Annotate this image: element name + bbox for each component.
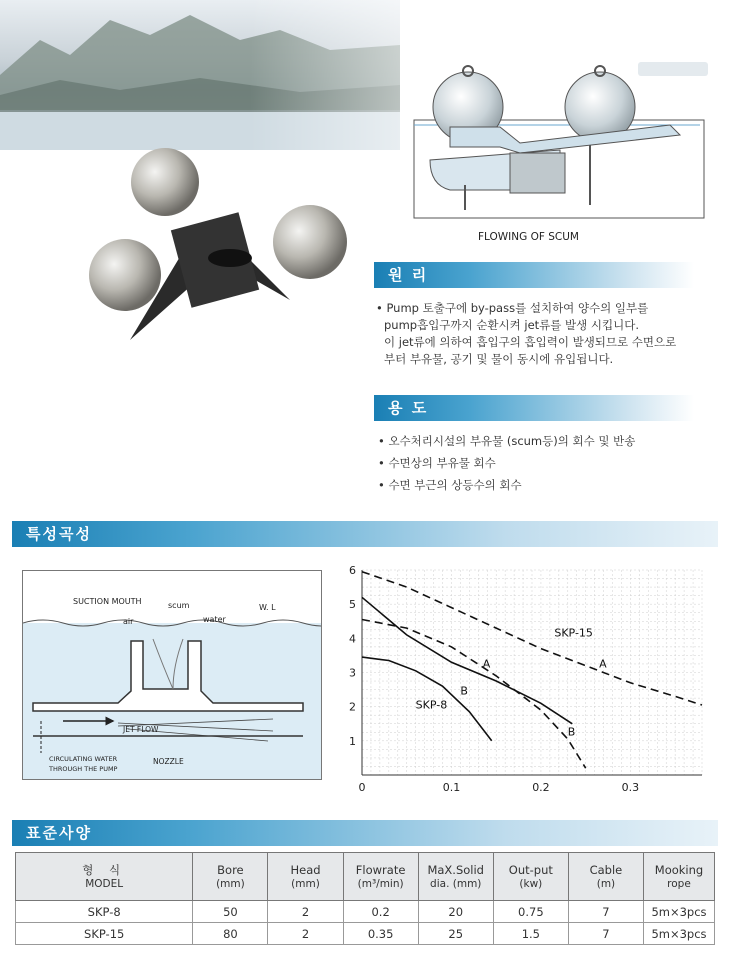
performance-chart-svg: [340, 560, 712, 800]
header-mooking-top: Mooking: [654, 862, 704, 877]
header-bore: [193, 853, 268, 901]
x-tick-label: 0.3: [621, 781, 640, 794]
cell-max-solid: 20: [418, 901, 493, 923]
header-mooking-rope: [644, 853, 715, 901]
header-mooking-sub: rope: [667, 877, 691, 890]
cell-mooking-rope: 5m×3pcs: [644, 923, 715, 945]
x-tick-label: 0.1: [442, 781, 461, 794]
spec-table: [15, 852, 715, 945]
series-line: [362, 620, 586, 769]
standard-title: 표준사양: [26, 824, 92, 842]
usage-item: • 수면상의 부유물 회수: [378, 456, 496, 470]
spec-table-wrap: [15, 852, 715, 945]
standard-header: [12, 820, 718, 846]
annotation-skp8: SKP-8: [415, 698, 448, 712]
usage-title: 용 도: [388, 399, 429, 417]
header-output-sub: (kw): [519, 877, 543, 890]
header-bore-sub: (mm): [216, 877, 245, 890]
y-tick-label: 1: [349, 734, 356, 748]
spec-header-row: [16, 853, 715, 901]
cell-bore: 50: [193, 901, 268, 923]
header-cable-sub: (m): [596, 877, 616, 890]
header-max-solid: [418, 853, 493, 901]
header-bore-top: Bore: [217, 862, 244, 877]
jet-flow-diagram: [22, 570, 322, 780]
label-water: water: [203, 615, 226, 624]
principle-title: 원 리: [388, 266, 429, 284]
header-cable-top: Cable: [589, 862, 623, 877]
principle-line: • Pump 토출구에 by-pass를 설치하여 양수의 일부를: [376, 301, 649, 315]
cell-mooking-rope: 5m×3pcs: [644, 901, 715, 923]
figure-caption: FLOWING OF SCUM: [478, 231, 579, 243]
principle-line: 이 jet류에 의하여 흡입구의 흡입력이 발생되므로 수면으로: [384, 335, 677, 349]
cell-flowrate: 0.35: [343, 923, 418, 945]
cell-cable: 7: [568, 901, 643, 923]
table-row: [16, 901, 715, 923]
y-tick-label: 4: [349, 632, 356, 646]
label-jet-flow: JET FLOW: [123, 725, 159, 734]
header-head-top: Head: [290, 862, 321, 877]
x-tick-label: 0.2: [532, 781, 550, 794]
y-tick-label: 6: [349, 564, 356, 577]
label-scum: scum: [168, 601, 190, 610]
header-output: [493, 853, 568, 901]
annotation-b: B: [567, 725, 576, 739]
cell-output: 0.75: [493, 901, 568, 923]
characteristics-header: [12, 521, 718, 547]
usage-item: • 오수처리시설의 부유물 (scum등)의 회수 및 반송: [378, 434, 636, 448]
cell-model: SKP-8: [16, 901, 193, 923]
table-row: [16, 923, 715, 945]
cell-output: 1.5: [493, 923, 568, 945]
product-photo: [70, 140, 370, 360]
cell-max-solid: 25: [418, 923, 493, 945]
y-tick-label: 5: [349, 598, 356, 612]
annotation-a: A: [482, 657, 491, 671]
principle-header: [374, 262, 694, 288]
cell-head: 2: [268, 901, 343, 923]
header-flowrate-sub: (m³/min): [357, 877, 404, 890]
flowing-of-scum-figure: [410, 65, 710, 225]
principle-line: pump흡입구까지 순환시켜 jet류를 발생 시킵니다.: [384, 318, 639, 332]
characteristics-title: 특성곡성: [26, 525, 92, 543]
cell-bore: 80: [193, 923, 268, 945]
label-nozzle: NOZZLE: [153, 757, 184, 766]
header-max-solid-sub: dia. (mm): [430, 877, 482, 890]
x-tick-label: 0: [358, 781, 366, 794]
header-model-sub: MODEL: [85, 877, 124, 890]
cell-model: SKP-15: [16, 923, 193, 945]
header-model: [16, 853, 193, 901]
header-cable: [568, 853, 643, 901]
label-through-pump: THROUGH THE PUMP: [49, 765, 118, 773]
header-head: [268, 853, 343, 901]
label-air: air: [123, 617, 134, 626]
cell-flowrate: 0.2: [343, 901, 418, 923]
header-flowrate: [343, 853, 418, 901]
cell-cable: 7: [568, 923, 643, 945]
series-line: [362, 597, 572, 724]
annotation-b: B: [460, 684, 468, 698]
header-model-top: 형 식: [82, 862, 127, 877]
header-max-solid-top: MaX.Solid: [427, 862, 484, 877]
annotation-a: A: [599, 657, 607, 671]
label-suction-mouth: SUCTION MOUTH: [73, 597, 142, 606]
y-tick-label: 3: [349, 666, 356, 680]
usage-header: [374, 395, 694, 421]
label-circulating-water: CIRCULATING WATER: [49, 755, 118, 763]
cell-head: 2: [268, 923, 343, 945]
header-flowrate-top: Flowrate: [355, 862, 406, 877]
header-output-top: Out-put: [508, 862, 553, 877]
y-tick-label: 2: [349, 700, 356, 714]
annotation-skp15: SKP-15: [554, 626, 593, 640]
principle-text: [376, 300, 706, 368]
usage-list: [378, 433, 708, 494]
header-head-sub: (mm): [291, 877, 320, 890]
performance-chart: [340, 560, 712, 800]
label-water-level: W. L: [259, 603, 276, 612]
usage-item: • 수면 부근의 상등수의 회수: [378, 478, 522, 492]
principle-line: 부터 부유물, 공기 및 물이 동시에 유입됩니다.: [384, 352, 614, 366]
